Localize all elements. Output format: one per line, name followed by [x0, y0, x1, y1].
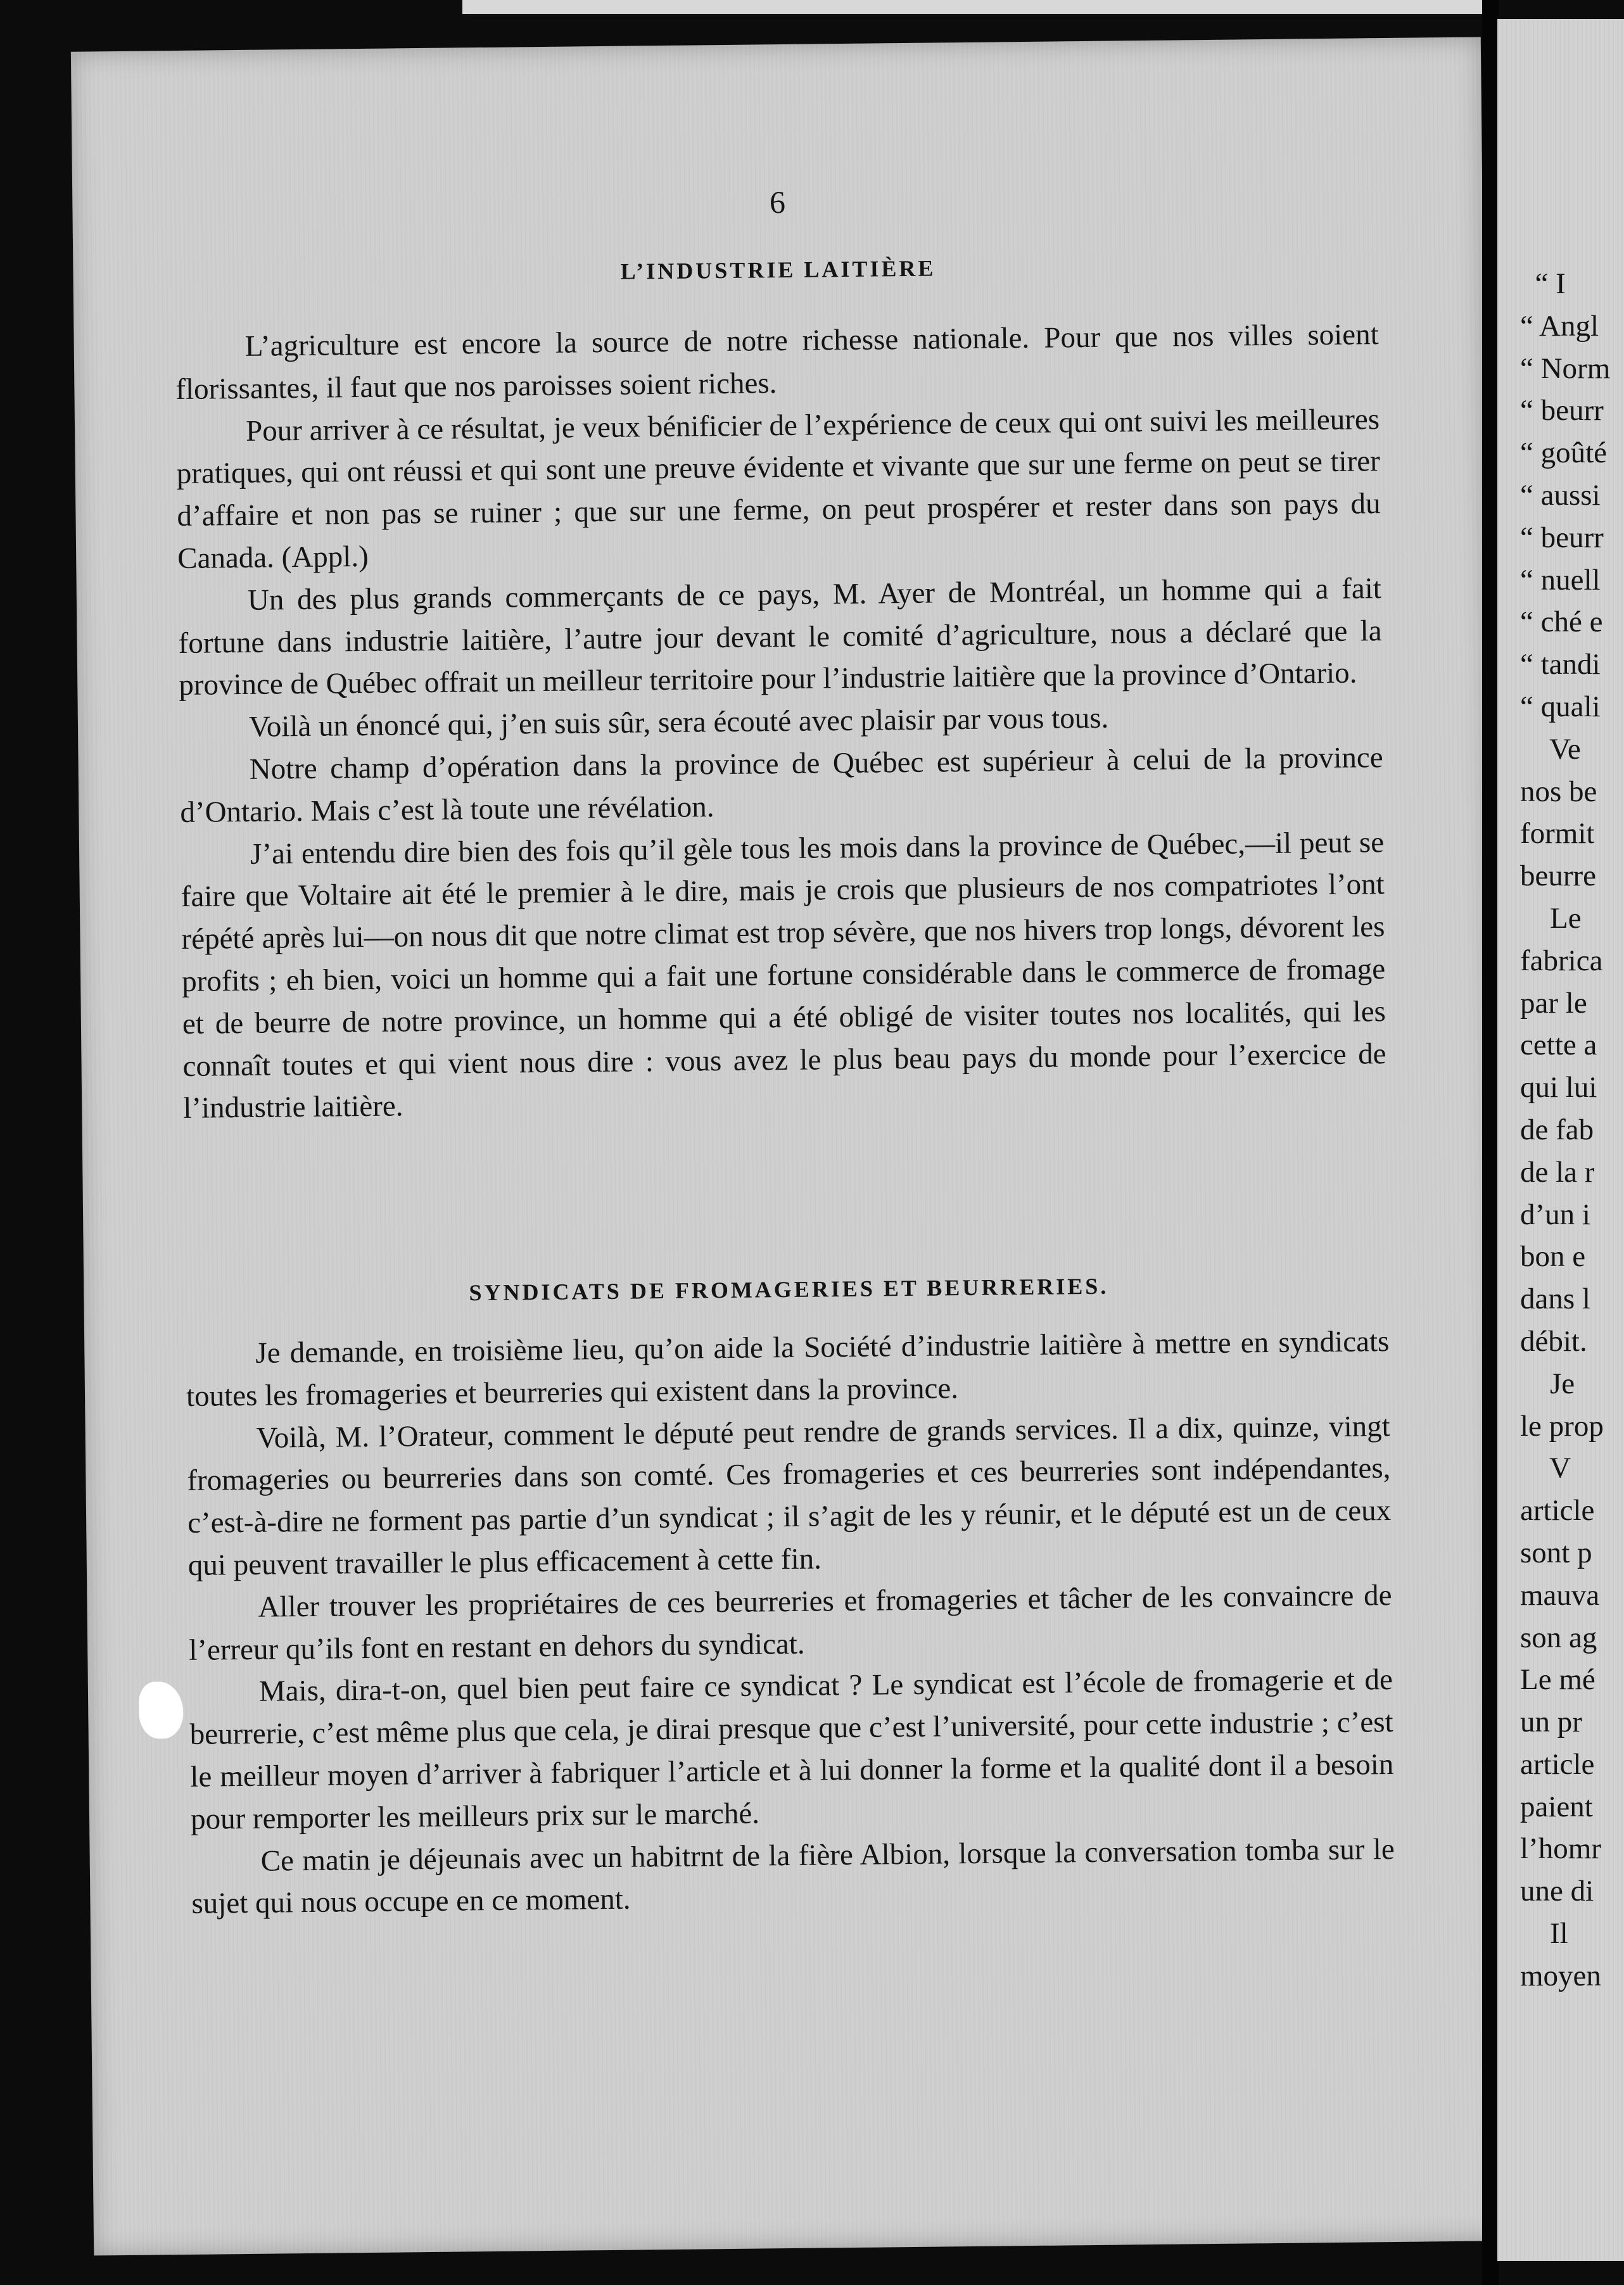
right-page-line: cette a	[1520, 1029, 1597, 1062]
right-page-line: V	[1520, 1452, 1571, 1485]
paragraph: Notre champ d’opération dans la province de Québec est supérieur à celui de la province d’Ontario. Mais c’est là toute une révélation.	[180, 741, 1383, 829]
right-page-line: “ Angl	[1520, 309, 1599, 343]
right-page-line: “ quali	[1520, 690, 1601, 723]
right-page-line: “ nuell	[1520, 563, 1601, 597]
right-page-line: son ag	[1520, 1621, 1597, 1654]
paragraph: Voilà un énoncé qui, j’en suis sûr, sera écouté avec plaisir par vous tous.	[248, 701, 1109, 744]
right-page-line: formit	[1520, 817, 1595, 851]
right-page-edge	[1497, 19, 1624, 2261]
right-page-line: mauva	[1520, 1578, 1600, 1612]
right-page-line: Je	[1520, 1367, 1575, 1400]
right-page-line: un pr	[1520, 1706, 1582, 1739]
right-page-line: qui lui	[1520, 1071, 1597, 1105]
right-page-line: Le	[1520, 901, 1582, 935]
right-page-line: “ I	[1520, 267, 1566, 300]
right-page-line: “ tandi	[1520, 648, 1601, 681]
section-2-body	[186, 1320, 1395, 1925]
paragraph: Mais, dira-t-on, quel bien peut faire ce syndicat ? Le syndicat est l’école de fromagerie et de beurrerie, c’est même plus que cela, je dirai presque que c’est l’université, pour cette industrie ; c’est le meilleur moyen d’arriver à fabriquer l’article et à lui donner la forme et la qualité dont il a besoin pour remporter les meilleurs prix sur le marché.	[189, 1663, 1394, 1836]
right-page-line: dans l	[1520, 1282, 1590, 1316]
binding-gutter	[1482, 0, 1499, 2285]
left-page	[71, 37, 1504, 2255]
right-page-line: de la r	[1520, 1155, 1595, 1189]
paragraph: J’ai entendu dire bien des fois qu’il gèle tous les mois dans la province de Québec,—il peut se faire que Voltaire ait été le premier à le dire, mais je crois que plusieurs de nos compatriotes l’ont répété après lui—on nous dit que notre climat est trop sévère, que nos hivers trop longs, dévorent les profits ; eh bien, voici un homme qui a fait une fortune considérable dans le commerce de fromage et de beurre de notre province, un homme qui a été obligé de visiter toutes nos localités, qui les connaît toutes et qui vient nous dire : vous avez le plus beau pays du monde pour l’exercice de l’industrie laitière.	[181, 825, 1386, 1125]
right-page-line: “ beurr	[1520, 394, 1604, 427]
page-number: 6	[769, 184, 786, 220]
section-heading-industrie-laitiere: L’INDUSTRIE LAITIÈRE	[620, 255, 936, 284]
right-page-line: “ aussi	[1520, 478, 1601, 512]
right-page-line: beurre	[1520, 859, 1597, 893]
section-heading-syndicats: SYNDICATS DE FROMAGERIES ET BEURRERIES.	[469, 1273, 1109, 1306]
right-page-line: nos be	[1520, 775, 1597, 808]
right-page-line: moyen	[1520, 1959, 1601, 1992]
right-page-line: sont p	[1520, 1536, 1592, 1569]
right-page-line: paient	[1520, 1790, 1593, 1823]
right-page-line: de fab	[1520, 1113, 1594, 1146]
paragraph: L’agriculture est encore la source de notre richesse nationale. Pour que nos villes soient florissantes, il faut que nos paroisses soient riches.	[175, 318, 1379, 406]
right-page-line: d’un i	[1520, 1198, 1590, 1231]
right-page-line: bon e	[1520, 1240, 1586, 1274]
right-page-line: le prop	[1520, 1409, 1604, 1443]
right-page-line: “ ché e	[1520, 605, 1603, 639]
right-page-line: fabrica	[1520, 944, 1603, 977]
right-page-line: l’homr	[1520, 1832, 1601, 1866]
top-page-edge	[462, 0, 1482, 16]
paragraph: Un des plus grands commerçants de ce pays, M. Ayer de Montréal, un homme qui a fait fortune dans industrie laitière, l’autre jour devant le comité d’agriculture, nous a déclaré que la province de Québec offrait un meilleur territoire pour l’industrie laitière que la province d’Ontario.	[178, 571, 1382, 702]
right-page-line: article	[1520, 1747, 1595, 1781]
paragraph: Ce matin je déjeunais avec un habitrnt de la fière Albion, lorsque la conversation tomba sur le sujet qui nous occupe en ce moment.	[191, 1832, 1395, 1921]
right-page-line: Le mé	[1520, 1663, 1595, 1697]
right-page-line: Ve	[1520, 732, 1581, 766]
right-page-line: une di	[1520, 1875, 1594, 1908]
right-page-line: “ goûté	[1520, 436, 1608, 470]
right-page-line: Il	[1520, 1917, 1568, 1951]
paragraph: Pour arriver à ce résultat, je veux bénificier de l’expérience de ceux qui ont suivi les meilleures pratiques, qui ont réussi et qui sont une preuve évidente et vivante que sur une ferme on peut se tirer d’affaire et non pas se ruiner ; que sur une ferme, on peut prospérer et rester dans son pays du Canada. (Appl.)	[176, 402, 1381, 576]
right-page-line: par le	[1520, 986, 1587, 1020]
page-hole	[139, 1681, 184, 1739]
right-page-line: “ beurr	[1520, 521, 1604, 554]
right-page-line: “ Norm	[1520, 351, 1611, 385]
paragraph: Voilà, M. l’Orateur, comment le député peut rendre de grands services. Il a dix, quinze, vingt fromageries ou beurreries dans son comté. Ces fromageries et ces beurreries sont indépendantes, c’est-à-dire ne forment pas partie d’un syndicat ; il s’agit de les y réunir, et le député est un de ceux qui peuvent travailler le plus efficacement à cette fin.	[187, 1409, 1392, 1582]
paragraph: Je demande, en troisième lieu, qu’on aide la Société d’industrie laitière à mettre en syndicats toutes les fromageries et beurreries qui existent dans la province.	[186, 1325, 1390, 1413]
paragraph: Aller trouver les propriétaires de ces beurreries et fromageries et tâcher de les convaincre de l’erreur qu’ils font en restant en dehors du syndicat.	[189, 1578, 1392, 1667]
section-1-body	[175, 313, 1386, 1130]
right-page-line: débit.	[1520, 1324, 1587, 1358]
right-page-text-fragments	[1520, 263, 1624, 1997]
right-page-line: article	[1520, 1494, 1595, 1528]
